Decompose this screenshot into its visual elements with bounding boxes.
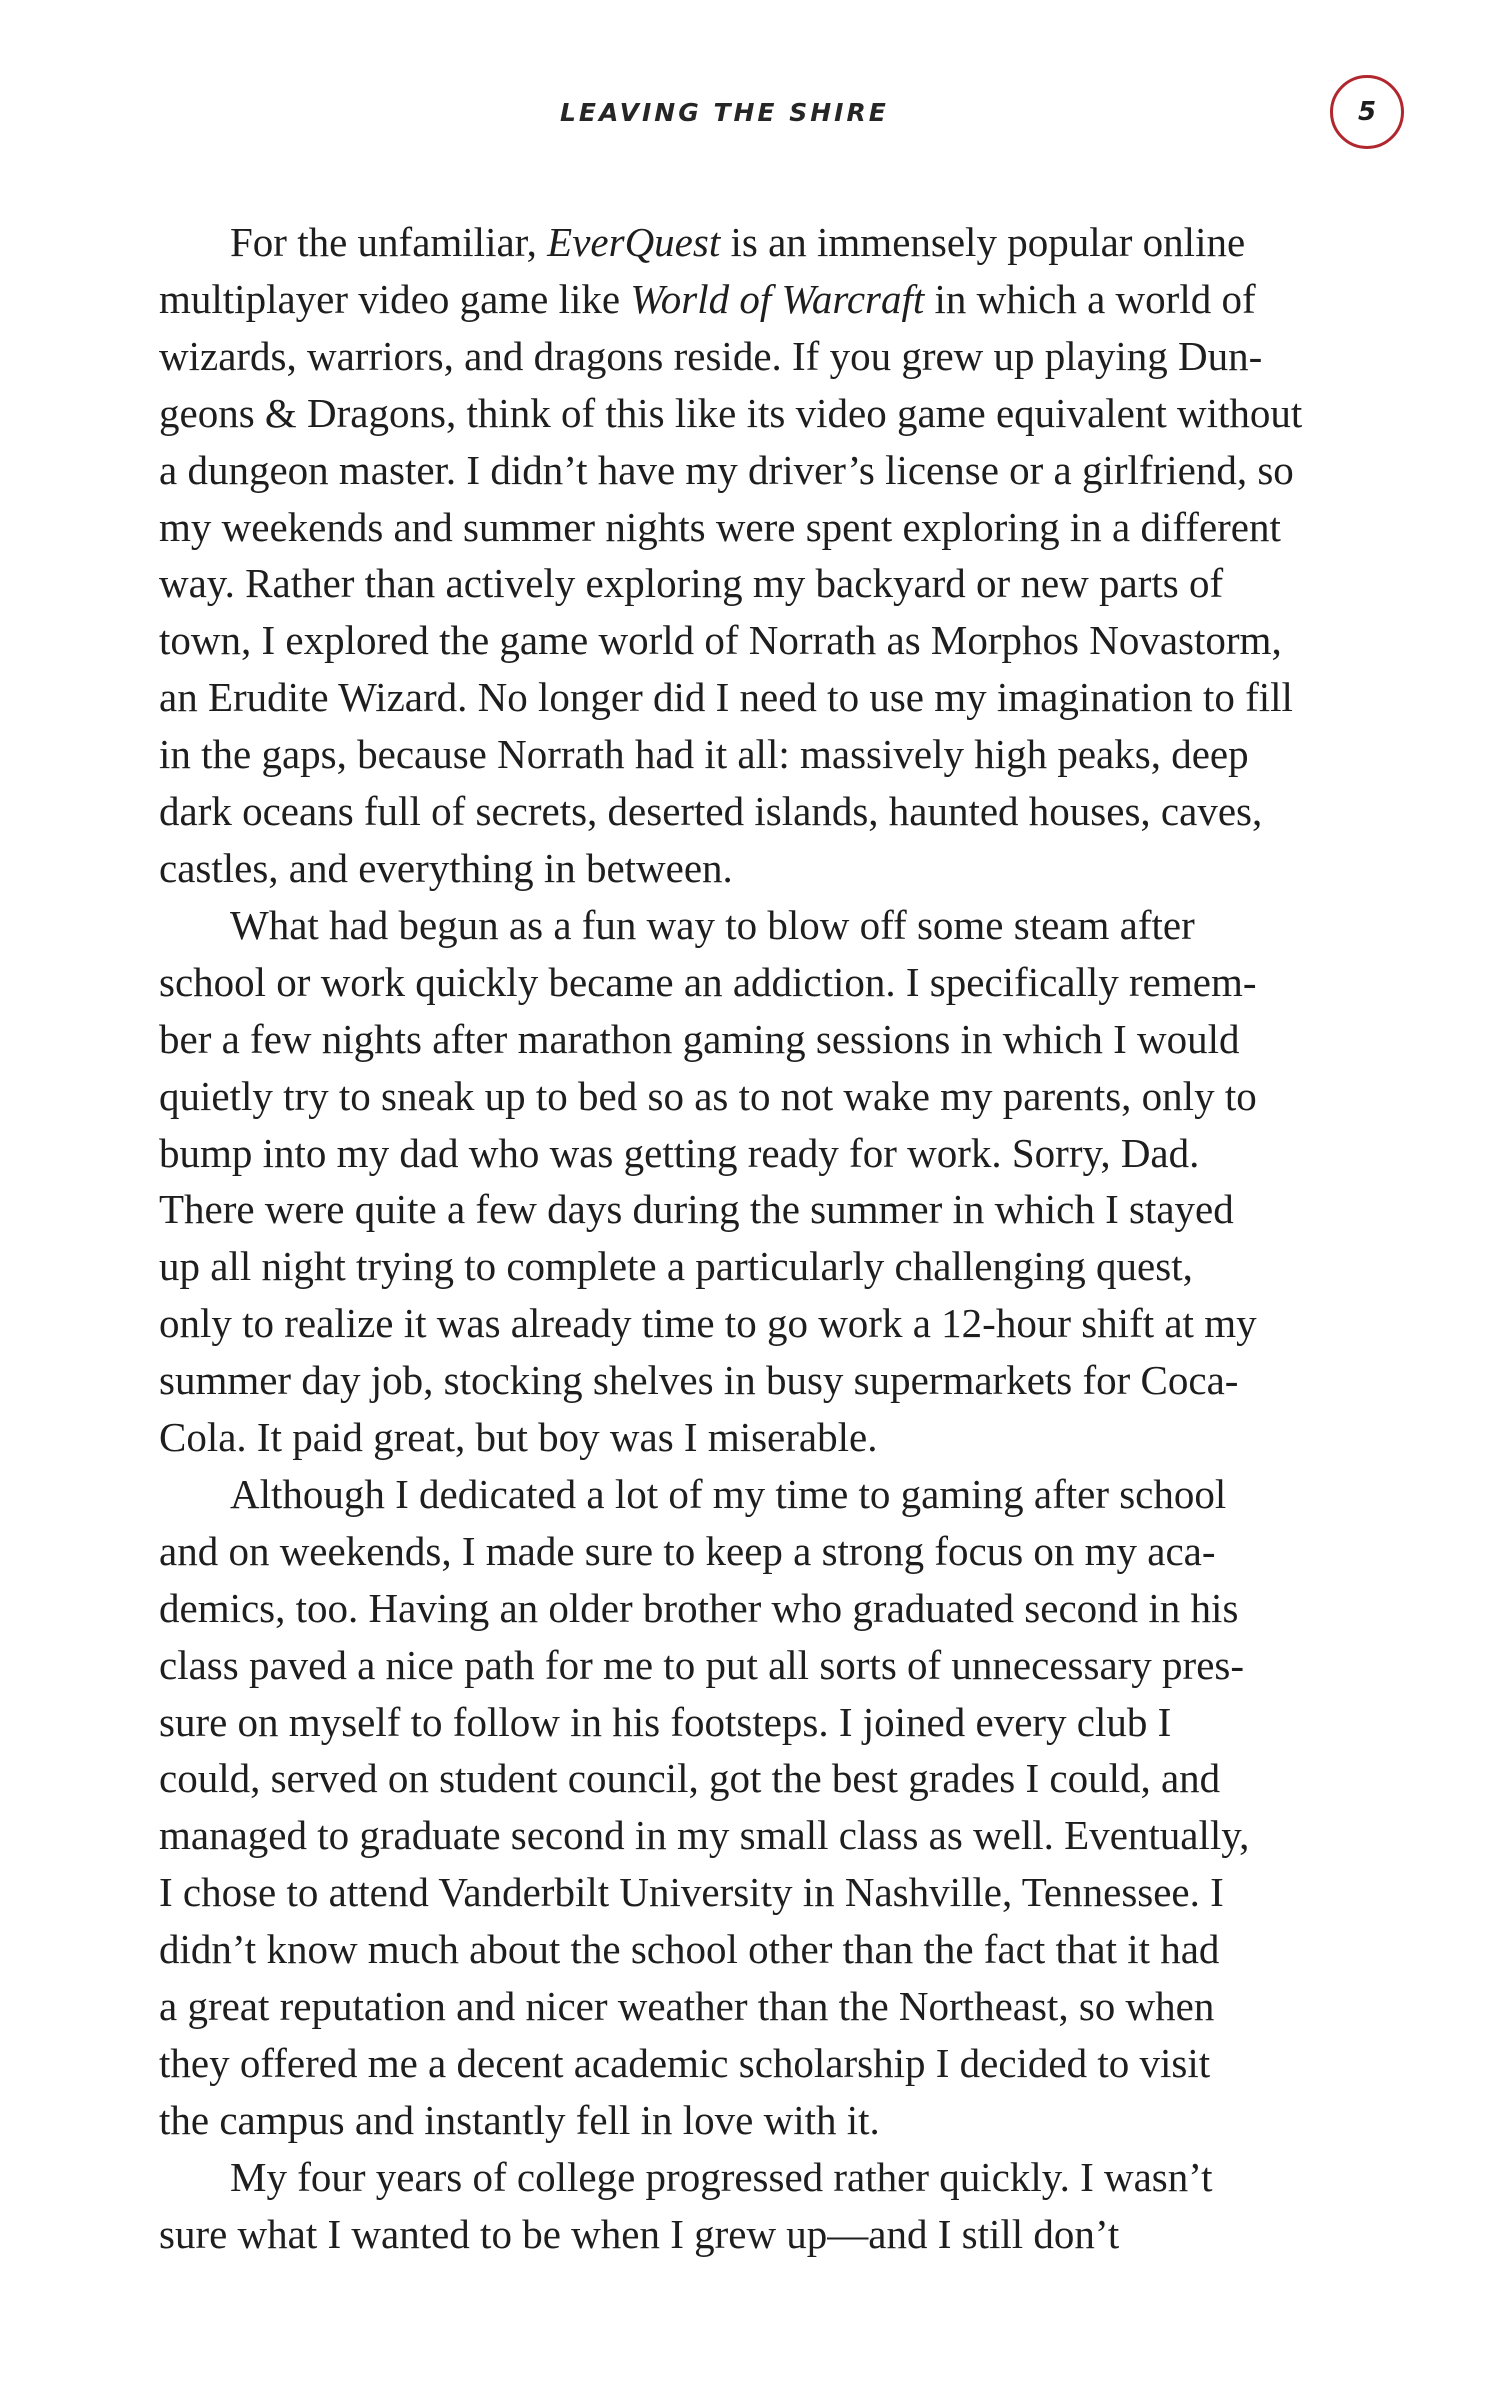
text-line: didn’t know much about the school other than the fact that it had <box>159 1926 1220 1973</box>
text-line: What had begun as a fun way to blow off some steam after <box>230 901 1195 948</box>
text-line: an Erudite Wizard. No longer did I need to use my imagination to fill <box>159 674 1293 721</box>
text-line: multiplayer video game like World of Warcraft in which a world of <box>159 275 1256 322</box>
text-line: wizards, warriors, and dragons reside. If you grew up playing Dun- <box>159 332 1263 379</box>
running-head: LEAVING THE SHIRE <box>560 98 889 127</box>
text-line: they offered me a decent academic scholarship I decided to visit <box>159 2040 1211 2086</box>
text-line: town, I explored the game world of Norrath as Morphos Novastorm, <box>159 617 1282 664</box>
text-line: I chose to attend Vanderbilt University in Nashville, Tennessee. I <box>159 1869 1224 1916</box>
text-line: My four years of college progressed rather quickly. I wasn’t <box>230 2153 1213 2200</box>
text-line: only to realize it was already time to go work a 12-hour shift at my <box>159 1300 1257 1347</box>
text-line: Although I dedicated a lot of my time to gaming after school <box>230 1470 1227 1517</box>
text-line: managed to graduate second in my small class as well. Eventually, <box>159 1812 1250 1859</box>
text-line: demics, too. Having an older brother who graduated second in his <box>159 1584 1239 1631</box>
text-line: up all night trying to complete a particularly challenging quest, <box>159 1243 1193 1290</box>
text-line: could, served on student council, got the best grades I could, and <box>159 1755 1221 1802</box>
text-line: my weekends and summer nights were spent exploring in a different <box>159 503 1281 550</box>
body-text <box>159 214 1301 2263</box>
text-line: castles, and everything in between. <box>159 844 733 891</box>
text-line: class paved a nice path for me to put all sorts of unnecessary pres- <box>159 1641 1244 1688</box>
text-line: school or work quickly became an addiction. I specifically remem- <box>159 958 1257 1005</box>
text-line: ber a few nights after marathon gaming sessions in which I would <box>159 1015 1240 1062</box>
game-title: EverQuest <box>547 219 721 265</box>
text-line: a great reputation and nicer weather than the Northeast, so when <box>159 1983 1215 2030</box>
text-line: and on weekends, I made sure to keep a strong focus on my aca- <box>159 1527 1216 1574</box>
text-line: quietly try to sneak up to bed so as to not wake my parents, only to <box>159 1072 1257 1119</box>
text-line: summer day job, stocking shelves in busy supermarkets for Coca- <box>159 1357 1239 1404</box>
text-line: in the gaps, because Norrath had it all: massively high peaks, deep <box>159 731 1249 778</box>
text-line: bump into my dad who was getting ready for work. Sorry, Dad. <box>159 1129 1200 1176</box>
text-line: There were quite a few days during the summer in which I stayed <box>159 1186 1234 1233</box>
text-line: Cola. It paid great, but boy was I miserable. <box>159 1414 878 1461</box>
game-title: World of Warcraft <box>630 275 925 322</box>
text-line: sure on myself to follow in his footsteps. I joined every club I <box>159 1698 1172 1745</box>
text-line: a dungeon master. I didn’t have my driver’s license or a girlfriend, so <box>159 446 1294 493</box>
text-line: sure what I wanted to be when I grew up—and I still don’t <box>159 2210 1120 2257</box>
text-line: dark oceans full of secrets, deserted islands, haunted houses, caves, <box>159 788 1263 835</box>
text-line: way. Rather than actively exploring my backyard or new parts of <box>159 560 1224 607</box>
page-number-badge <box>1330 75 1404 149</box>
text-line: geons & Dragons, think of this like its video game equivalent without <box>159 389 1303 436</box>
text-line: For the unfamiliar, EverQuest is an immensely popular online <box>230 219 1246 265</box>
text-line: the campus and instantly fell in love with it. <box>159 2096 880 2143</box>
page-number: 5 <box>1357 97 1377 127</box>
